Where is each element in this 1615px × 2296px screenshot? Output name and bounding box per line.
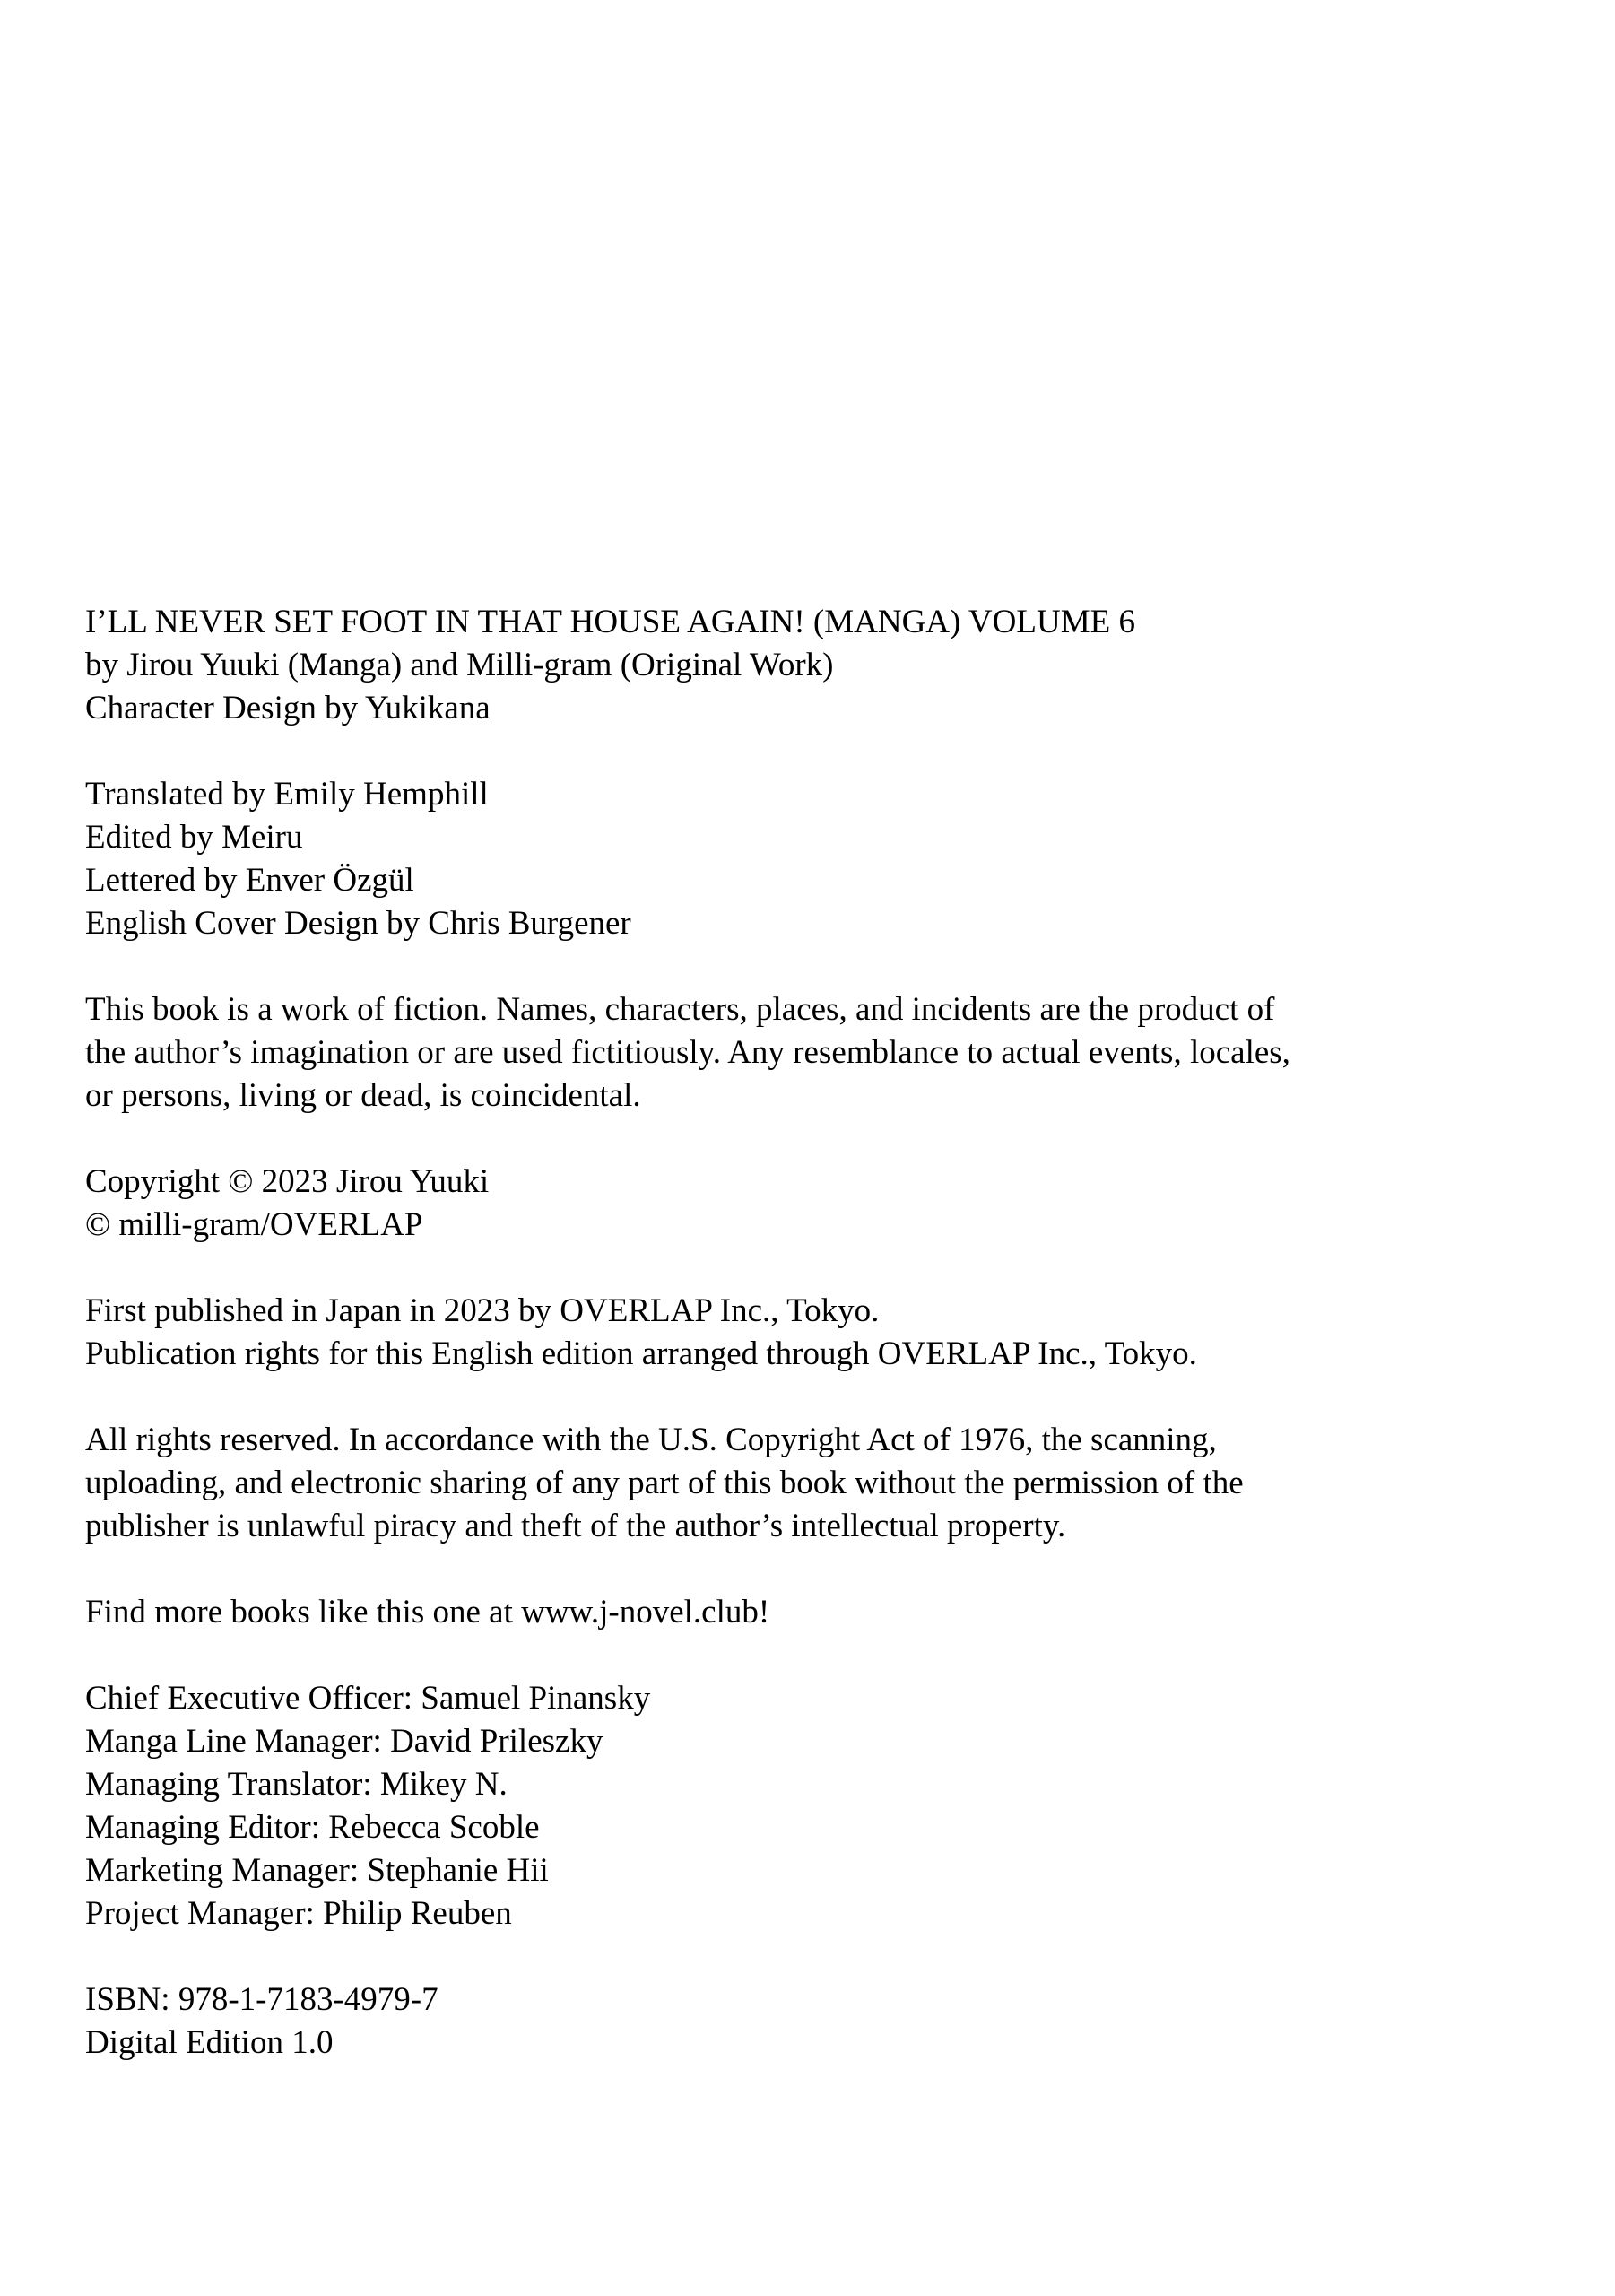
managing-translator-credit: Managing Translator: Mikey N. bbox=[85, 1766, 508, 1803]
book-title: I’LL NEVER SET FOOT IN THAT HOUSE AGAIN! (MANGA) VOLUME 6 bbox=[85, 604, 1135, 640]
cover-design-credit: English Cover Design by Chris Burgener bbox=[85, 905, 631, 942]
character-design-credit: Character Design by Yukikana bbox=[85, 690, 491, 726]
rights-line: uploading, and electronic sharing of any part of this book without the permission of the bbox=[85, 1465, 1244, 1501]
manga-line-manager-credit: Manga Line Manager: David Prileszky bbox=[85, 1723, 603, 1760]
editor-credit: Edited by Meiru bbox=[85, 819, 303, 856]
marketing-manager-credit: Marketing Manager: Stephanie Hii bbox=[85, 1852, 549, 1889]
project-manager-credit: Project Manager: Philip Reuben bbox=[85, 1895, 512, 1932]
rights-line: All rights reserved. In accordance with the U.S. Copyright Act of 1976, the scanning, bbox=[85, 1422, 1217, 1458]
title-block bbox=[85, 601, 1484, 730]
staff-credits-block bbox=[85, 773, 1484, 945]
isbn-line: ISBN: 978-1-7183-4979-7 bbox=[85, 1981, 438, 2018]
publication-rights-line: Publication rights for this English edition arranged through OVERLAP Inc., Tokyo. bbox=[85, 1335, 1197, 1372]
translator-credit: Translated by Emily Hemphill bbox=[85, 776, 489, 813]
promo-line: Find more books like this one at www.j-novel.club! bbox=[85, 1594, 770, 1631]
fiction-disclaimer-block bbox=[85, 988, 1484, 1118]
license-line: © milli-gram/OVERLAP bbox=[85, 1206, 423, 1243]
publication-block bbox=[85, 1290, 1484, 1376]
edition-block bbox=[85, 1979, 1484, 2065]
managing-editor-credit: Managing Editor: Rebecca Scoble bbox=[85, 1809, 540, 1846]
byline: by Jirou Yuuki (Manga) and Milli-gram (Original Work) bbox=[85, 647, 834, 683]
copyright-block bbox=[85, 1161, 1484, 1247]
rights-reserved-block bbox=[85, 1419, 1484, 1548]
company-credits-block bbox=[85, 1677, 1484, 1935]
colophon-text bbox=[85, 601, 1484, 2065]
rights-line: publisher is unlawful piracy and theft of the author’s intellectual property. bbox=[85, 1508, 1066, 1544]
first-published-line: First published in Japan in 2023 by OVERLAP Inc., Tokyo. bbox=[85, 1292, 880, 1329]
disclaimer-line: or persons, living or dead, is coincidental. bbox=[85, 1077, 641, 1114]
copyright-line: Copyright © 2023 Jirou Yuuki bbox=[85, 1163, 490, 1200]
letterer-credit: Lettered by Enver Özgül bbox=[85, 862, 414, 899]
disclaimer-line: the author’s imagination or are used fictitiously. Any resemblance to actual events, locales, bbox=[85, 1034, 1290, 1071]
promo-block bbox=[85, 1591, 1484, 1634]
ceo-credit: Chief Executive Officer: Samuel Pinansky bbox=[85, 1680, 651, 1717]
digital-edition-line: Digital Edition 1.0 bbox=[85, 2024, 334, 2061]
disclaimer-line: This book is a work of fiction. Names, characters, places, and incidents are the product of bbox=[85, 991, 1275, 1028]
